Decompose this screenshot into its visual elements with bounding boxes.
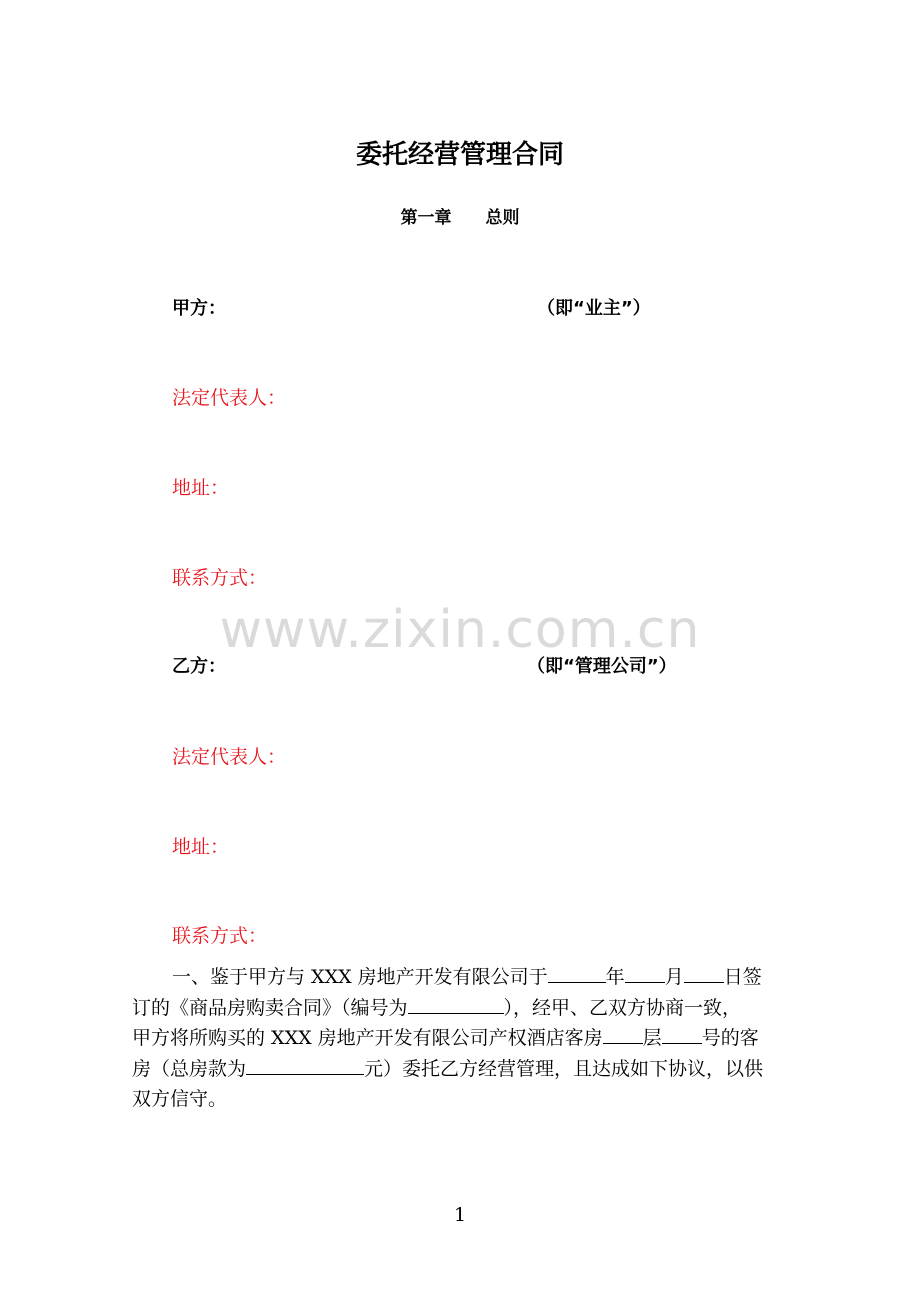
para-text: 元）委托乙方经营管理，且达成如下协议，以供 [364, 1057, 764, 1080]
party-a-address: 地址： [172, 477, 230, 499]
party-a-alias: （即“业主”） [537, 298, 651, 319]
chapter-number: 第一章 [400, 208, 452, 228]
floor-blank[interactable] [603, 1025, 643, 1044]
party-b-contact: 联系方式： [172, 925, 268, 947]
para-text: 订的《商品房购卖合同》（编号为 [132, 996, 408, 1019]
total-price-blank[interactable] [246, 1056, 364, 1075]
para-text: 层 [642, 1027, 662, 1050]
para-text: 号的客 [701, 1027, 759, 1050]
para-text: 甲方将所购买的 XXX 房地产开发有限公司产权酒店客房 [132, 1027, 603, 1050]
page-number: 1 [453, 1204, 467, 1226]
contract-number-blank[interactable] [408, 995, 504, 1014]
para-text: 一、鉴于甲方与 XXX 房地产开发有限公司于 [172, 966, 548, 988]
party-a-label: 甲方： [172, 298, 226, 319]
para-text: ），经甲、乙双方协商一致， [503, 996, 742, 1019]
clause-one-paragraph [132, 962, 800, 1115]
chapter-heading [0, 203, 920, 228]
document-title: 委托经营管理合同 [355, 140, 564, 170]
party-a-legal-rep: 法定代表人： [172, 387, 287, 409]
party-a-contact: 联系方式： [172, 567, 268, 589]
date-year-blank[interactable] [548, 964, 606, 983]
party-b-address: 地址： [172, 836, 230, 858]
date-month-blank[interactable] [625, 964, 665, 983]
para-text: 日签 [723, 966, 762, 988]
chapter-name: 总则 [485, 208, 520, 228]
date-day-blank[interactable] [684, 964, 724, 983]
para-text: 房（总房款为 [132, 1057, 247, 1080]
watermark: www.zixin.com.cn [219, 600, 701, 660]
para-text: 年 [605, 966, 625, 988]
para-text: 双方信守。 [132, 1088, 228, 1111]
room-number-blank[interactable] [662, 1025, 702, 1044]
para-text: 月 [664, 966, 684, 988]
party-b-legal-rep: 法定代表人： [172, 746, 287, 768]
party-b-label: 乙方： [172, 656, 226, 677]
party-b-alias: （即“管理公司”） [527, 656, 677, 677]
